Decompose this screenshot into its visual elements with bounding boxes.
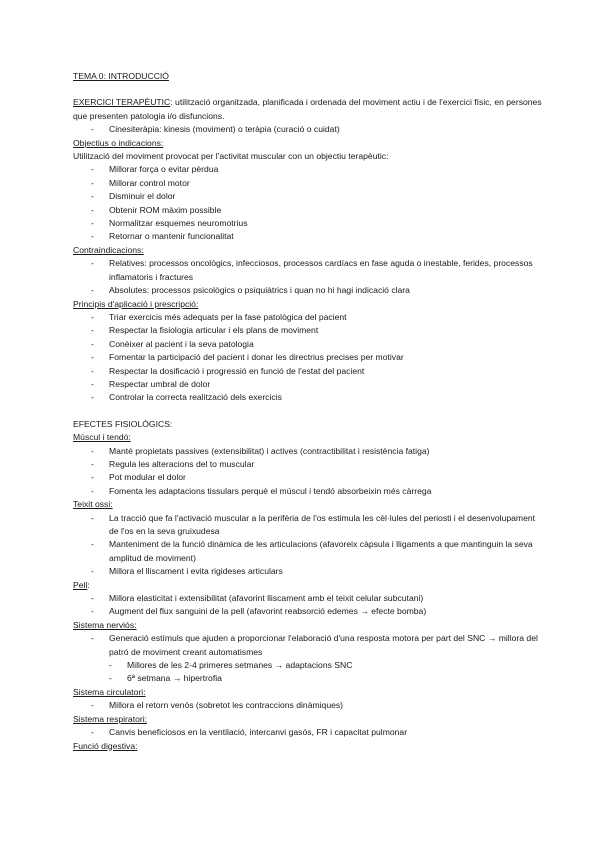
circulatori-heading: Sistema circulatori: bbox=[73, 686, 146, 697]
sub-list-item: - Millores de les 2-4 primeres setmanes → adaptacions SNC bbox=[73, 659, 543, 672]
list-item: - Respectar la fisiologia articular i els plans de moviment bbox=[73, 324, 543, 337]
list-item: - Manté propietats passives (extensibilitat) i actives (contractibilitat i resistència fatiga) bbox=[73, 445, 543, 458]
intro-term: EXERCICI TERAPÈUTIC bbox=[73, 97, 171, 108]
document-title: TEMA 0: INTRODUCCIÓ bbox=[73, 71, 169, 81]
respiratori-heading: Sistema respiratori: bbox=[73, 713, 148, 724]
digestiva-heading: Funció digestiva: bbox=[73, 740, 138, 751]
list-item: - Respectar la dosificació i progressió en funció de l'estat del pacient bbox=[73, 365, 543, 378]
pell-heading: Pell bbox=[73, 579, 88, 590]
circulatori-list bbox=[73, 699, 543, 712]
list-item: - Disminuir el dolor bbox=[73, 190, 543, 203]
pell-heading-suffix: : bbox=[87, 579, 90, 590]
list-item: - Millorar control motor bbox=[73, 177, 543, 190]
list-item: - Canvis beneficiosos en la ventilació, intercanvi gasós, FR i capacitat pulmonar bbox=[73, 726, 543, 739]
list-item: - Absolutes: processos psicològics o psiquiàtrics i quan no hi hagi indicació clara bbox=[73, 284, 543, 297]
list-item: - Relatives: processos oncològics, infecciosos, processos cardíacs en fase aguda o inestable, ferides, processos inflamatoris i fractures bbox=[73, 257, 543, 284]
list-item: - Generació estímuls que ajuden a proporcionar l'elaboració d'una resposta motora per part del SNC → millora del patró de moviment creant automatismes bbox=[73, 632, 543, 659]
teixit-list bbox=[73, 512, 543, 579]
pell-list bbox=[73, 592, 543, 619]
principis-heading: Principis d'aplicació i prescripció: bbox=[73, 298, 199, 309]
nervios-heading: Sistema nerviós: bbox=[73, 619, 137, 630]
list-item: - Fomenta les adaptacions tissulars perquè el múscul i tendó absorbeixin més càrrega bbox=[73, 485, 543, 498]
pell-heading-line bbox=[73, 579, 543, 592]
list-item: - Millora el retorn venós (sobretot les contraccions dinàmiques) bbox=[73, 699, 543, 712]
list-item: - Controlar la correcta realització dels exercicis bbox=[73, 391, 543, 404]
intro-list bbox=[73, 123, 543, 136]
muscul-heading: Múscul i tendó: bbox=[73, 432, 131, 443]
list-item: - Cinesiteràpia: kinesis (moviment) o teràpia (curació o cuidat) bbox=[73, 123, 543, 136]
list-item: - Obtenir ROM màxim possible bbox=[73, 204, 543, 217]
principis-list bbox=[73, 311, 543, 405]
objectius-text: Utilització del moviment provocat per l'activitat muscular con un objectiu terapèutic: bbox=[73, 151, 389, 162]
document-content bbox=[73, 70, 543, 753]
list-item: - Millora elasticitat i extensibilitat (afavorint lliscament amb el teixit celular subcutani) bbox=[73, 592, 543, 605]
teixit-heading: Teixit ossi: bbox=[73, 499, 113, 510]
list-item: - Manteniment de la funció dinàmica de les articulacions (afavoreix càpsula i lligaments a que mantinguin la seva amplitud de moviment) bbox=[73, 538, 543, 565]
list-item: - Respectar umbral de dolor bbox=[73, 378, 543, 391]
intro-paragraph bbox=[73, 96, 543, 123]
list-item: - Pot modular el dolor bbox=[73, 471, 543, 484]
sub-list-item: - 6ª setmana → hipertrofia bbox=[73, 672, 543, 685]
list-item: - Millorar força o evitar pèrdua bbox=[73, 163, 543, 176]
list-item: - Triar exercicis més adequats per la fase patològica del pacient bbox=[73, 311, 543, 324]
list-item: - La tracció que fa l'activació muscular a la perifèria de l'os estimula les cèl·lules del periosti i el desenvolupament de l'os en la seva gruixudesa bbox=[73, 512, 543, 539]
contraindicacions-heading: Contraindicacions: bbox=[73, 244, 144, 255]
list-item: - Retornar o mantenir funcionalitat bbox=[73, 230, 543, 243]
respiratori-list bbox=[73, 726, 543, 739]
muscul-list bbox=[73, 445, 543, 499]
list-item: - Normalitzar esquemes neuromotrius bbox=[73, 217, 543, 230]
list-item: - Augment del flux sanguini de la pell (afavorint reabsorció edemes → efecte bomba) bbox=[73, 605, 543, 618]
list-item: - Regula les alteracions del to muscular bbox=[73, 458, 543, 471]
intro-text: : utilització organitzada, planificada i ordenada del moviment actiu i de l'exercici físic, en persones que presenten patologia i/o disfuncions. bbox=[73, 97, 542, 121]
efectes-title: EFECTES FISIOLÒGICS: bbox=[73, 418, 173, 429]
list-item: - Fomentar la participació del pacient i donar les directrius precises per motivar bbox=[73, 351, 543, 364]
list-item: - Conèixer al pacient i la seva patologia bbox=[73, 338, 543, 351]
objectius-list bbox=[73, 163, 543, 243]
nervios-list bbox=[73, 632, 543, 659]
nervios-sublist bbox=[73, 659, 543, 686]
objectius-heading: Objectius o indicacions: bbox=[73, 137, 164, 148]
list-item: - Millora el lliscament i evita rigideses articulars bbox=[73, 565, 543, 578]
contraindicacions-list bbox=[73, 257, 543, 297]
